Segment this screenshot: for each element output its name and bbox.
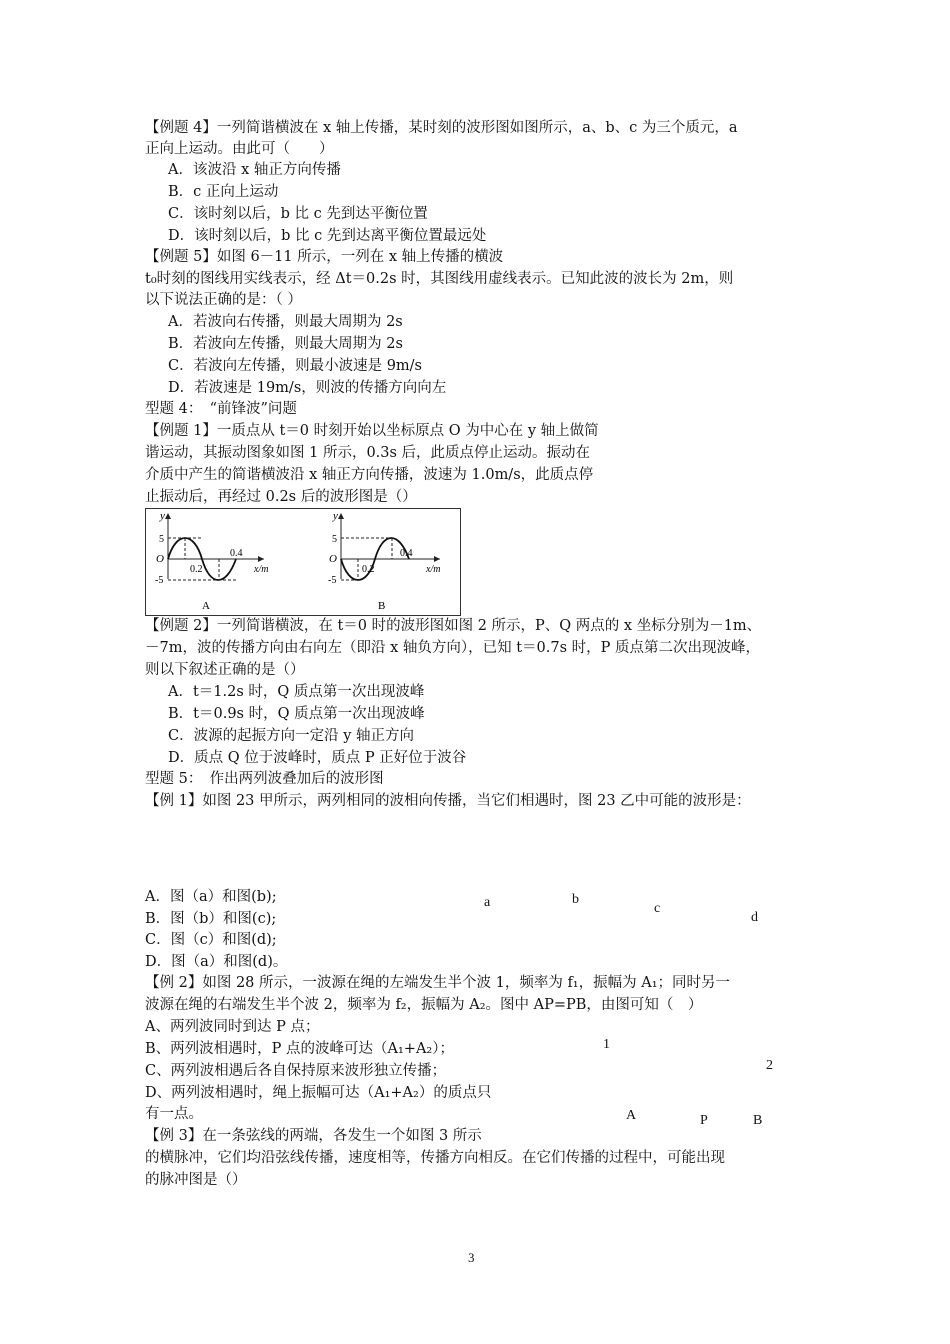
page-number: 3 <box>468 1250 475 1265</box>
t5q3-line1: 【例 3】在一条弦线的两端，各发生一个如图 3 所示 <box>145 1128 482 1144</box>
q4-line2: 正向上运动。由此可（ ） <box>145 141 334 157</box>
graph-a-tick-5: 5 <box>159 534 164 545</box>
q5-option-c: C．若波向左传播，则最小波速是 9m/s <box>168 358 423 374</box>
graph-b-x-unit: x/m <box>426 564 441 575</box>
t5q2-option-b: B、两列波相遇时，P 点的波峰可达（A₁+A₂）； <box>145 1041 454 1057</box>
rope-label-b: B <box>753 1113 763 1128</box>
graph-a-tick-neg5: -5 <box>155 575 164 586</box>
type5-heading: 型题 5： 作出两列波叠加后的波形图 <box>145 771 384 787</box>
t4q1-line3: 介质中产生的简谐横波沿 x 轴正方向传播，波速为 1.0m/s，此质点停 <box>145 467 594 483</box>
t5q2-line1: 【例 2】如图 28 所示，一波源在绳的左端发生半个波 1，频率为 f₁，振幅为 A₁；同时另一 <box>145 975 731 991</box>
graph-b-tick-5: 5 <box>332 534 337 545</box>
t4q2-line3: 则以下叙述正确的是（） <box>145 662 305 678</box>
graph-a-tick-02: 0.2 <box>190 564 203 575</box>
t4q1-line4: 止振动后，再经过 0.2s 后的波形图是（） <box>145 489 417 505</box>
t4q2-option-b: B．t＝0.9s 时，Q 质点第一次出现波峰 <box>168 706 425 722</box>
t5q2-option-d-cont: 有一点。 <box>145 1106 203 1122</box>
figure-label-c: c <box>654 901 661 916</box>
q5-line1: 【例题 5】如图 6－11 所示，一列在 x 轴上传播的横波 <box>145 249 504 265</box>
graph-a <box>155 510 268 612</box>
q5-option-a: A．若波向右传播，则最大周期为 2s <box>168 314 403 330</box>
graph-a-y-label: y <box>160 510 165 522</box>
rope-label-1: 1 <box>603 1037 610 1052</box>
rope-label-2: 2 <box>766 1058 773 1073</box>
t4q2-option-c: C．波源的起振方向一定沿 y 轴正方向 <box>168 728 415 744</box>
rope-label-p: P <box>700 1113 708 1128</box>
graph-b-tick-neg5: -5 <box>328 575 337 586</box>
t4q2-line1: 【例题 2】一列简谐横波，在 t＝0 时的波形图如图 2 所示，P、Q 两点的 x 坐标分别为－1m、 <box>145 618 762 634</box>
graph-a-label: A <box>202 600 210 612</box>
t4q2-line2: －7m，波的传播方向由右向左（即沿 x 轴负方向），已知 t＝0.7s 时，P 质点第二次出现波峰， <box>145 640 761 656</box>
t5q1-option-a: A．图（a）和图(b); <box>145 889 277 905</box>
t5q2-line2: 波源在绳的右端发生半个波 2，频率为 f₂，振幅为 A₂。图中 AP=PB，由图可知（ ） <box>145 997 703 1013</box>
q5-line2: t₀时刻的图线用实线表示，经 Δt＝0.2s 时，其图线用虚线表示。已知此波的波长为 2m，则 <box>145 271 734 287</box>
t4q1-line1: 【例题 1】一质点从 t＝0 时刻开始以坐标原点 O 为中心在 y 轴上做简 <box>145 423 599 439</box>
q5-line3: 以下说法正确的是：（ ） <box>145 292 302 308</box>
q5-option-d: D．若波速是 19m/s，则波的传播方向向左 <box>168 380 447 396</box>
q4-option-a: A．该波沿 x 轴正方向传播 <box>168 162 341 178</box>
graph-a-origin: O <box>156 553 164 565</box>
graph-b-tick-04: 0.4 <box>400 548 413 559</box>
t5q1-option-d: D．图（a）和图(d)。 <box>145 954 288 970</box>
type4-heading: 型题 4： “前锋波”问题 <box>145 401 297 417</box>
graph-b <box>328 510 440 612</box>
q4-line1: 【例题 4】一列简谐横波在 x 轴上传播，某时刻的波形图如图所示，a、b、c 为三个质元，a <box>145 120 738 136</box>
t4q1-line2: 谐运动，其振动图象如图 1 所示，0.3s 后，此质点停止运动。振动在 <box>145 445 591 461</box>
figure-label-b: b <box>572 892 579 907</box>
t4q2-option-a: A．t＝1.2s 时，Q 质点第一次出现波峰 <box>168 684 425 700</box>
graph-b-origin: O <box>329 553 337 565</box>
t5q1-line: 【例 1】如图 23 甲所示，两列相同的波相向传播，当它们相遇时，图 23 乙中可能的波形是： <box>145 793 751 809</box>
graph-a-x-unit: x/m <box>254 564 269 575</box>
graph-b-tick-02: 0.2 <box>362 564 375 575</box>
t5q3-line3: 的脉冲图是（） <box>145 1172 247 1188</box>
t5q2-option-c: C、两列波相遇后各自保持原来波形独立传播； <box>145 1063 447 1079</box>
t5q3-line2: 的横脉冲，它们均沿弦线传播，速度相等，传播方向相反。在它们传播的过程中，可能出现 <box>145 1150 725 1166</box>
figure-label-a: a <box>484 895 491 910</box>
rope-label-a: A <box>626 1108 637 1123</box>
q5-option-b: B．若波向左传播，则最大周期为 2s <box>168 336 403 352</box>
t5q2-option-d: D、两列波相遇时，绳上振幅可达（A₁+A₂）的质点只 <box>145 1085 492 1101</box>
t5q1-option-c: C．图（c）和图(d); <box>145 932 277 948</box>
graph-b-y-label: y <box>333 510 338 522</box>
t5q2-option-a: A、两列波同时到达 P 点； <box>145 1019 320 1035</box>
q4-option-c: C．该时刻以后，b 比 c 先到达平衡位置 <box>168 206 428 222</box>
graph-a-tick-04: 0.4 <box>230 548 243 559</box>
t5q1-option-b: B．图（b）和图(c); <box>145 911 277 927</box>
wave-figure <box>145 508 461 616</box>
figure-label-d: d <box>751 910 758 925</box>
t4q2-option-d: D．质点 Q 位于波峰时，质点 P 正好位于波谷 <box>168 750 467 766</box>
graph-b-label: B <box>378 600 386 612</box>
q4-option-d: D．该时刻以后，b 比 c 先到达离平衡位置最远处 <box>168 228 487 244</box>
q4-option-b: B．c 正向上运动 <box>168 184 279 200</box>
